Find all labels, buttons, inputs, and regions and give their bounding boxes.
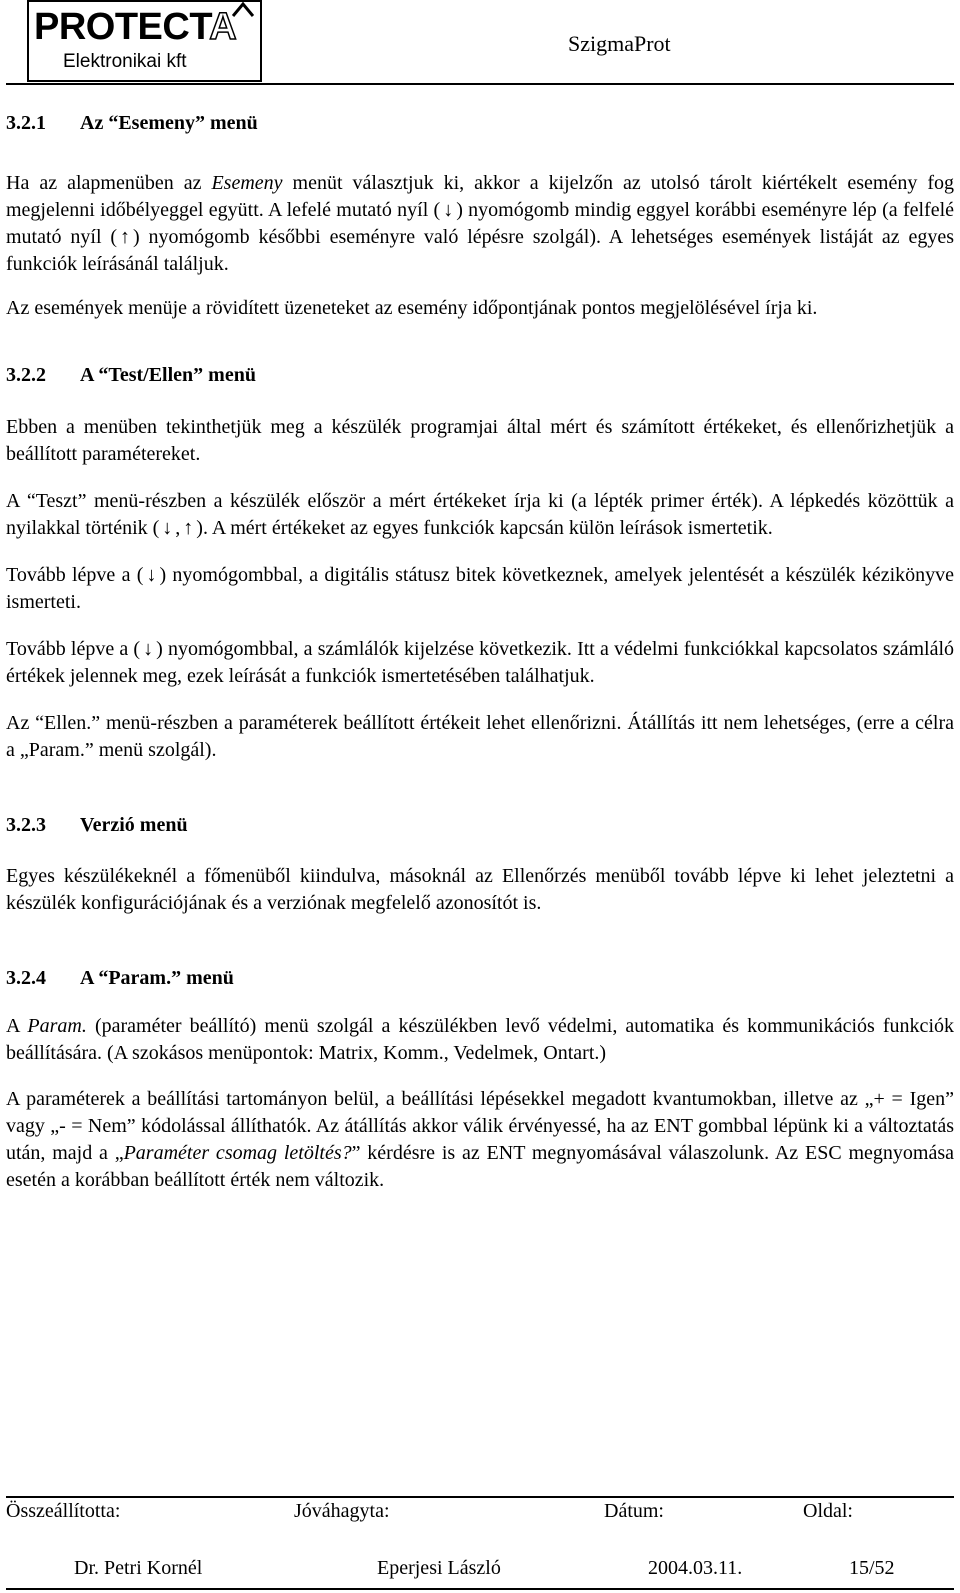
logo-arrow-icon [232, 2, 254, 18]
arrow-down-icon: ↓ [162, 517, 173, 539]
section-title: Az “Esemeny” menü [80, 112, 258, 134]
arrow-down-icon: ↓ [146, 564, 157, 586]
text-run: (paraméter beállító) menü szolgál a készülékben levő védelmi, automatika és kommunikációs funkciók beállítására. (A szokásos menüpontok: Matrix, Komm., Vedelmek, Ontart.) [6, 1015, 954, 1064]
date-label: Dátum: [604, 1500, 664, 1522]
text-run: ). A mért értékeket az egyes funkciók kapcsán külön leírások ismertetik. [196, 517, 773, 539]
compiled-by-label: Összeállította: [6, 1500, 121, 1522]
section-title: A “Test/Ellen” menü [80, 364, 256, 386]
footer-top-rule [6, 1496, 954, 1498]
section-title: A “Param.” menü [80, 967, 234, 989]
paragraph-counters [6, 636, 954, 690]
paragraph-param-intro [6, 1013, 954, 1067]
section-number: 3.2.2 [6, 364, 46, 386]
arrow-down-icon: ↓ [143, 638, 154, 660]
date-value: 2004.03.11. [648, 1557, 743, 1579]
paragraph-version: Egyes készülékeknél a főmenüből kiindulva, másoknál az Ellenőrzés menüből tovább lépve ki lehet jeleztetni a készülék konfigurációjának és a verziónak megfelelő azonosítót is. [6, 865, 954, 914]
section-number: 3.2.1 [6, 112, 46, 134]
paragraph-esemeny-intro [6, 170, 954, 278]
text-run: Ha az alapmenüben az [6, 172, 212, 194]
approved-by-value: Eperjesi László [377, 1557, 501, 1579]
text-run-italic: Esemeny [211, 172, 283, 194]
text-run: Tovább lépve a ( [6, 564, 144, 586]
logo-name-part2: A [209, 6, 237, 48]
paragraph-ellen-part: Az “Ellen.” menü-részben a paraméterek beállított értékeit lehet ellenőrizni. Átállítás itt nem lehetséges, (erre a célra a „Param.” menü szolgál). [6, 712, 954, 761]
footer-bottom-rule [6, 1588, 954, 1590]
logo-name [34, 8, 236, 46]
paragraph-esemeny-messages: Az események menüje a rövidített üzeneteket az esemény időpontjának pontos megjelölésével írja ki. [6, 297, 818, 319]
compiled-by-value: Dr. Petri Kornél [74, 1557, 203, 1579]
paragraph-teszt-part [6, 488, 954, 542]
section-heading-3-2-4 [6, 963, 954, 993]
document-code: SzigmaProt [568, 31, 671, 56]
page-footer [6, 1496, 954, 1593]
text-run: A paraméterek a beállítási tartományon belül, a beállítási lépésekkel megadott kvantumokban, illetve az „+ = Igen” vagy „- = Nem” kódolással állíthatók. Az átállítás akkor válik érvényessé, ha az ENT gombbal lépünk ki a változtatás után, majd a „ [6, 1088, 954, 1164]
section-heading-3-2-2 [6, 360, 954, 390]
company-logo [27, 0, 260, 80]
page-content [6, 108, 954, 1194]
text-run: A “Teszt” menü-részben a készülék először a mért értékeket írja ki (a lépték primer érték). A lépkedés közöttük a nyilakkal történik ( [6, 490, 954, 539]
paragraph-param-settings [6, 1086, 954, 1194]
text-run: menüt választjuk ki, akkor a kijelzőn az utolsó tárolt kiértékelt esemény fog megjelenni időbélyeggel együtt. A lefelé mutató nyíl ( [6, 172, 954, 221]
section-heading-3-2-1 [6, 108, 954, 138]
section-heading-3-2-3 [6, 810, 954, 840]
page-number-value: 15/52 [849, 1557, 895, 1579]
text-run-italic: Paraméter csomag letöltés? [123, 1142, 352, 1164]
text-run: ) nyomógomb későbbi eseményre való lépésre szolgál). A lehetséges események listáját az egyes funkciók leírásánál találjuk. [6, 226, 954, 275]
arrow-down-icon: ↓ [443, 199, 454, 221]
section-title: Verzió menü [80, 814, 188, 836]
arrow-up-icon: ↑ [120, 226, 131, 248]
logo-name-part1: PROTECT [34, 6, 210, 48]
text-run: ” kérdésre is az ENT megnyomásával válaszolunk. Az ESC megnyomása esetén a korábban beállított érték nem változik. [6, 1142, 954, 1191]
paragraph-status-bits [6, 562, 954, 616]
text-run: ) nyomógomb mindig eggyel korábbi eseményre lép (a felfelé mutató nyíl ( [6, 199, 955, 248]
section-number: 3.2.4 [6, 967, 46, 989]
arrow-up-icon: ↑ [183, 517, 194, 539]
text-run: ) nyomógombbal, a számlálók kijelzése következik. Itt a védelmi funkciókkal kapcsolatos számláló értékek jelennek meg, ezek leírását a funkciók ismertetésében találhatjuk. [6, 638, 955, 687]
section-number: 3.2.3 [6, 814, 46, 836]
text-run: ) nyomógombbal, a digitális státusz bitek következnek, amelyek jelentését a készülék kézikönyve ismerteti. [6, 564, 955, 613]
page-header [6, 0, 954, 84]
text-run: Tovább lépve a ( [6, 638, 141, 660]
text-run-italic: Param. [27, 1015, 87, 1037]
header-divider [6, 83, 954, 85]
text-run: , [175, 517, 181, 539]
logo-subtitle: Elektronikai kft [63, 51, 187, 72]
page-label: Oldal: [803, 1500, 853, 1522]
paragraph-test-intro: Ebben a menüben tekinthetjük meg a készülék programjai által mért és számított értékeket, és ellenőrizhetjük a beállított paramétereket. [6, 416, 954, 465]
text-run: A [6, 1015, 28, 1037]
approved-by-label: Jóváhagyta: [294, 1500, 390, 1522]
